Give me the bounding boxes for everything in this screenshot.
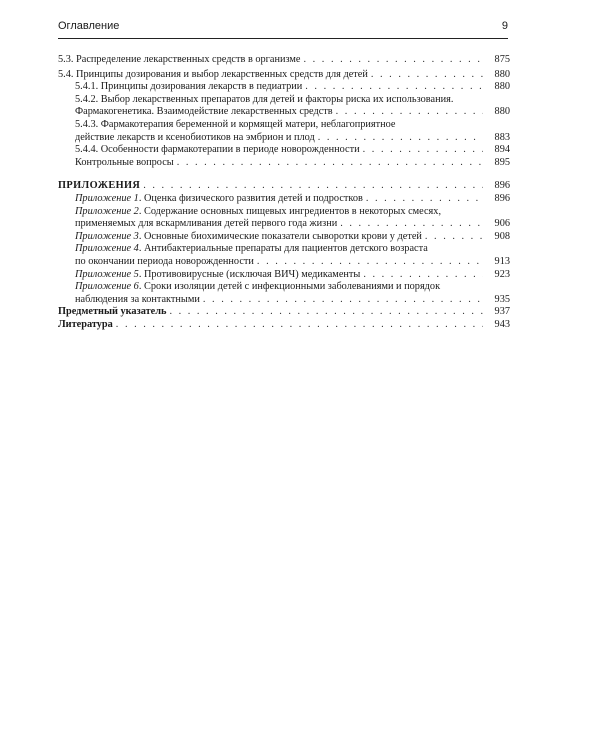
running-header [58, 20, 508, 32]
dot-leader [143, 180, 483, 193]
appendix-label: Приложение 1 [75, 192, 139, 204]
dot-leader [257, 256, 483, 269]
appendix-label: Приложение 5 [75, 268, 139, 280]
toc-entry-title-line1: . Антибактериальные препараты для пациентов детского возраста [138, 243, 428, 255]
dot-leader [363, 269, 483, 282]
toc-page-number: 935 [494, 293, 510, 305]
toc-entry-appendix-6[interactable] [58, 281, 510, 306]
toc-entry-title: ПРИЛОЖЕНИЯ [58, 180, 141, 192]
toc-entry-appendix-4[interactable] [58, 243, 510, 268]
toc-entry-5-4-3[interactable] [58, 119, 510, 144]
toc-page-number: 937 [494, 306, 510, 318]
toc-page-number: 895 [494, 156, 510, 168]
toc-entry-appendix-1[interactable] [58, 193, 510, 206]
toc-page-number: 880 [494, 81, 510, 93]
header-page-number: 9 [501, 20, 508, 32]
toc-entry-title-line1: 5.4.3. Фармакотерапия беременной и кормящей матери, неблагоприятное [75, 118, 396, 130]
toc-entry-title-line2: по окончании периода новорожденности [75, 255, 254, 267]
appendix-label: Приложение 4 [75, 243, 139, 255]
toc-entry-title: . Основные биохимические показатели сыворотки крови у детей [138, 230, 422, 242]
toc-entry-5-4[interactable] [58, 69, 510, 82]
toc-page-number: 896 [494, 180, 510, 192]
toc-entry-title: . Противовирусные (исключая ВИЧ) медикаменты [138, 268, 361, 280]
toc-page-number: 913 [494, 255, 510, 267]
toc-entry-title-line2: наблюдения за контактными [75, 293, 200, 305]
dot-leader [203, 294, 483, 307]
appendix-label: Приложение 2 [75, 205, 139, 217]
toc-entry-title-line2: действие лекарств и ксенобиотиков на эмбрион и плод [75, 131, 315, 143]
toc-page-number: 880 [494, 68, 510, 80]
toc-entry-title: Контрольные вопросы [75, 156, 174, 168]
dot-leader [366, 193, 483, 206]
toc-entry-subject-index[interactable] [58, 306, 510, 319]
toc-page-number: 896 [494, 192, 510, 204]
toc-entry-questions[interactable] [58, 157, 510, 170]
toc-entry-appendix-5[interactable] [58, 269, 510, 282]
toc-entry-title-line1: 5.4.2. Выбор лекарственных препаратов для детей и факторы риска их использования. [75, 93, 454, 105]
table-of-contents [58, 54, 510, 331]
dot-leader [340, 218, 483, 231]
toc-page-number: 880 [494, 106, 510, 118]
toc-entry-title: 5.3. Распределение лекарственных средств в организме [58, 54, 301, 65]
dot-leader [177, 157, 483, 170]
toc-entry-appendix-3[interactable] [58, 231, 510, 244]
toc-page-number: 943 [494, 318, 510, 330]
toc-entry-5-4-1[interactable] [58, 81, 510, 94]
toc-entry-5-4-2[interactable] [58, 94, 510, 119]
toc-page-number: 908 [494, 230, 510, 242]
toc-entry-title: 5.4.4. Особенности фармакотерапии в периоде новорожденности [75, 144, 360, 156]
toc-entry-5-3[interactable] [58, 54, 510, 67]
dot-leader [169, 306, 483, 319]
dot-leader [305, 81, 483, 94]
dot-leader [371, 69, 483, 82]
toc-entry-title-line1: . Содержание основных пищевых ингредиентов в некоторых смесях, [138, 205, 442, 217]
toc-page-number: 906 [494, 218, 510, 230]
appendix-label: Приложение 3 [75, 230, 139, 242]
toc-entry-title: Литература [58, 318, 113, 330]
toc-entry-title: . Оценка физического развития детей и подростков [138, 192, 363, 204]
toc-entry-title-line2: применяемых для вскармливания детей первого года жизни [75, 218, 338, 230]
toc-entry-title-line2: Фармакогенетика. Взаимодействие лекарственных средств [75, 106, 333, 118]
appendix-label: Приложение 6 [75, 281, 139, 293]
dot-leader [318, 132, 483, 145]
toc-entry-appendix-2[interactable] [58, 206, 510, 231]
toc-page-number: 875 [494, 54, 510, 65]
toc-entry-title: 5.4.1. Принципы дозирования лекарств в педиатрии [75, 81, 303, 93]
toc-entry-literature[interactable] [58, 319, 510, 332]
toc-page-number: 923 [494, 268, 510, 280]
toc-entry-appendices[interactable] [58, 180, 510, 193]
dot-leader [425, 231, 483, 244]
toc-page-number: 894 [494, 144, 510, 156]
toc-entry-5-4-4[interactable] [58, 144, 510, 157]
toc-entry-title: Предметный указатель [58, 306, 167, 318]
header-title: Оглавление [58, 20, 120, 32]
dot-leader [363, 144, 483, 157]
dot-leader [116, 319, 483, 332]
dot-leader [336, 106, 483, 119]
toc-page-number: 883 [494, 131, 510, 143]
toc-entry-title: 5.4. Принципы дозирования и выбор лекарственных средств для детей [58, 68, 368, 80]
dot-leader [304, 54, 484, 67]
header-rule [58, 38, 508, 39]
toc-entry-title-line1: . Сроки изоляции детей с инфекционными заболеваниями и порядок [138, 281, 441, 293]
